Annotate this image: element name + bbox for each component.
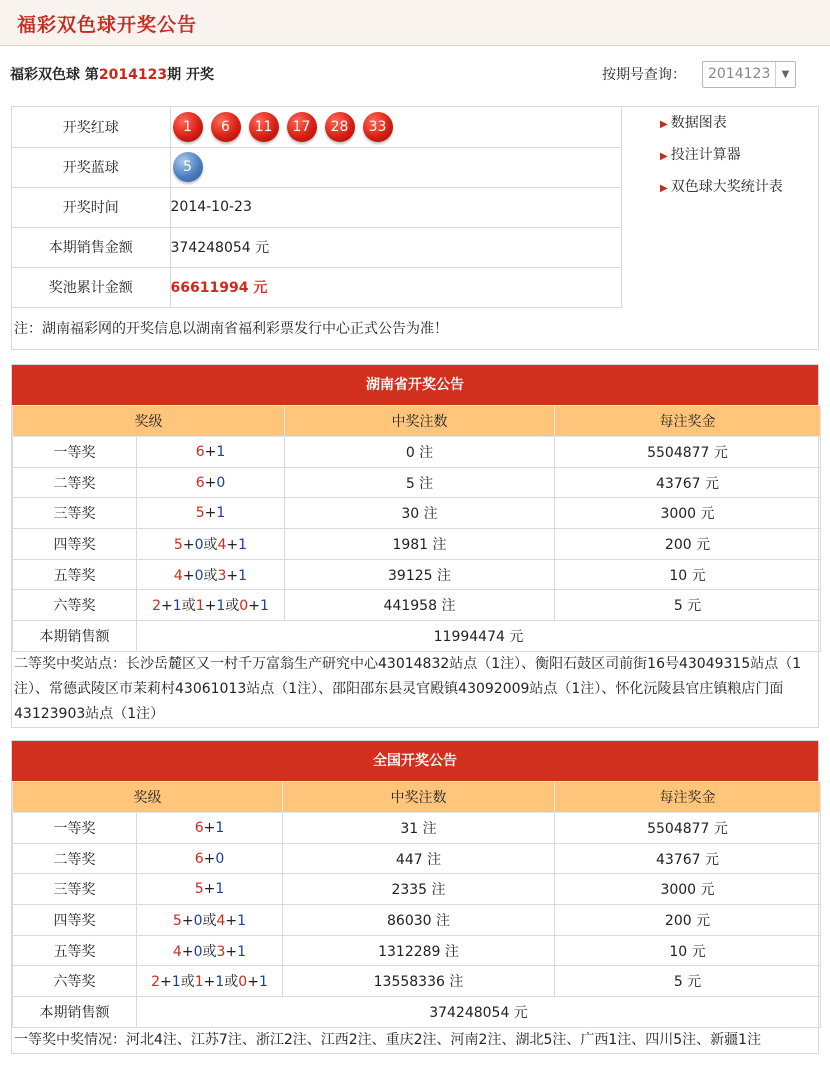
prize-row	[13, 813, 821, 844]
combo-part: 或	[202, 912, 217, 929]
winner-count: 13558336 注	[283, 966, 555, 997]
link-jackpot-stats[interactable]: ▶ 双色球大奖统计表	[660, 179, 783, 195]
col-header-prize: 每注奖金	[555, 406, 821, 437]
pool-label: 奖池累计金额	[12, 267, 170, 307]
prize-amount: 43767 元	[555, 843, 821, 874]
hunan-prize-table	[12, 405, 821, 652]
red-ball-label: 开奖红球	[12, 107, 170, 147]
period-sales-label: 本期销售额	[13, 621, 137, 652]
hunan-second-prize-stations: 二等奖中奖站点：长沙岳麓区又一村千万富翁生产研究中心43014832站点（1注）、衡阳石鼓区司前街16号43049315站点（1注）、常德武陵区市茉莉村43061013站点（1注）、邵阳邵东县灵官殿镇43092009站点（1注）、怀化沅陵县官庄镇粮店门面43123903站点（1注）	[14, 655, 802, 722]
combo-part: 0	[194, 536, 204, 553]
prize-row	[13, 935, 821, 966]
link-data-chart[interactable]: ▶ 数据图表	[660, 115, 727, 131]
sales-row	[13, 621, 821, 652]
combo-part: 6	[195, 443, 205, 460]
winner-count: 86030 注	[283, 905, 555, 936]
prize-row	[13, 559, 821, 590]
prize-level: 四等奖	[13, 905, 137, 936]
combo-part: 5	[173, 536, 183, 553]
prize-row	[13, 905, 821, 936]
red-ball: 17	[287, 112, 317, 142]
combo-part: 1	[215, 974, 225, 991]
combo-part: 或	[203, 567, 218, 584]
chevron-down-icon[interactable]: ▼	[775, 62, 795, 87]
winner-count: 1981 注	[285, 529, 555, 560]
combo-part: 1	[238, 536, 248, 553]
prize-combo	[137, 498, 285, 529]
combo-part: 2	[152, 598, 162, 615]
winner-count: 447 注	[283, 843, 555, 874]
combo-part: 0	[216, 474, 226, 491]
combo-part: +	[204, 474, 217, 491]
winner-count: 30 注	[285, 498, 555, 529]
issue-select-value: 2014123	[708, 66, 771, 82]
prize-amount: 10 元	[555, 935, 821, 966]
prize-amount: 5 元	[555, 590, 821, 621]
combo-part: 6	[194, 819, 204, 836]
prize-amount: 3000 元	[555, 874, 821, 905]
national-section	[11, 740, 819, 1054]
combo-part: 0	[194, 567, 204, 584]
prize-combo	[137, 559, 285, 590]
period-sales-label: 本期销售额	[13, 997, 137, 1028]
draw-summary	[11, 106, 819, 350]
combo-part: +	[225, 943, 238, 960]
combo-part: 6	[195, 474, 205, 491]
prize-amount: 43767 元	[555, 467, 821, 498]
combo-part: 0	[193, 912, 203, 929]
prize-level: 一等奖	[13, 437, 137, 468]
red-ball: 28	[325, 112, 355, 142]
issue-prefix: 福彩双色球 第	[10, 67, 99, 83]
period-sales-value: 11994474 元	[137, 621, 821, 652]
prize-level: 四等奖	[13, 529, 137, 560]
combo-part: 5	[195, 505, 205, 522]
combo-part: +	[203, 881, 216, 898]
combo-part: +	[181, 912, 194, 929]
prize-amount: 10 元	[555, 559, 821, 590]
combo-part: +	[247, 974, 259, 991]
sales-row	[13, 997, 821, 1028]
combo-part: +	[204, 598, 217, 615]
prize-level: 三等奖	[13, 498, 137, 529]
national-prize-table	[12, 781, 821, 1028]
winner-count: 5 注	[285, 467, 555, 498]
issue-select[interactable]	[702, 61, 796, 88]
combo-part: 1	[258, 974, 268, 991]
issue-line	[10, 64, 214, 84]
query-label: 按期号查询：	[602, 67, 686, 83]
blue-ball-label: 开奖蓝球	[12, 147, 170, 187]
combo-part: +	[226, 536, 239, 553]
winner-count: 39125 注	[285, 559, 555, 590]
combo-part: 1	[171, 974, 181, 991]
col-header-count: 中奖注数	[283, 782, 555, 813]
combo-part: +	[161, 598, 173, 615]
triangle-right-icon: ▶	[660, 151, 668, 162]
red-ball: 11	[249, 112, 279, 142]
combo-part: 1	[216, 505, 226, 522]
combo-part: 1	[172, 598, 182, 615]
prize-combo	[137, 813, 283, 844]
prize-row	[13, 874, 821, 905]
winner-count: 0 注	[285, 437, 555, 468]
prize-amount: 200 元	[555, 905, 821, 936]
red-ball: 6	[211, 112, 241, 142]
combo-part: 或	[181, 598, 196, 615]
prize-amount: 200 元	[555, 529, 821, 560]
prize-amount: 5504877 元	[555, 813, 821, 844]
page-title: 福彩双色球开奖公告	[17, 14, 198, 36]
combo-part: 0	[215, 850, 225, 867]
prize-level: 六等奖	[13, 590, 137, 621]
notice-text: 注：湖南福彩网的开奖信息以湖南省福利彩票发行中心正式公告为准！	[14, 321, 448, 337]
blue-ball: 5	[173, 152, 203, 182]
period-sales-value: 374248054 元	[137, 997, 821, 1028]
combo-part: +	[203, 850, 216, 867]
combo-part: +	[226, 567, 239, 584]
combo-part: +	[181, 943, 194, 960]
prize-row	[13, 966, 821, 997]
prize-row	[13, 590, 821, 621]
col-header-level: 奖级	[13, 782, 283, 813]
col-header-count: 中奖注数	[285, 406, 555, 437]
col-header-prize: 每注奖金	[555, 782, 821, 813]
prize-combo	[137, 966, 283, 997]
combo-part: 4	[173, 567, 183, 584]
summary-table	[12, 107, 622, 308]
combo-part: +	[182, 536, 195, 553]
combo-part: 1	[237, 943, 247, 960]
prize-level: 二等奖	[13, 843, 137, 874]
prize-combo	[137, 437, 285, 468]
prize-combo	[137, 843, 283, 874]
winner-count: 31 注	[283, 813, 555, 844]
page-header	[0, 0, 830, 46]
prize-combo	[137, 467, 285, 498]
prize-amount: 3000 元	[555, 498, 821, 529]
combo-part: 或	[202, 943, 217, 960]
combo-part: 4	[216, 912, 226, 929]
prize-row	[13, 437, 821, 468]
combo-part: +	[182, 567, 195, 584]
combo-part: 1	[216, 598, 226, 615]
combo-part: 1	[259, 598, 269, 615]
prize-level: 一等奖	[13, 813, 137, 844]
national-section-title: 全国开奖公告	[12, 741, 818, 781]
combo-part: 或	[180, 974, 195, 991]
combo-part: +	[203, 819, 216, 836]
combo-part: 或	[225, 598, 240, 615]
sales-value: 374248054 元	[170, 227, 622, 267]
combo-part: 0	[239, 598, 249, 615]
link-bet-calculator[interactable]: ▶ 投注计算器	[660, 147, 741, 163]
combo-part: 0	[238, 974, 248, 991]
combo-part: 4	[172, 943, 182, 960]
sales-label: 本期销售金额	[12, 227, 170, 267]
combo-part: 或	[203, 536, 218, 553]
national-first-prize-distribution: 一等奖中奖情况：河北4注、江苏7注、浙江2注、江西2注、重庆2注、河南2注、湖北5注、广西1注、四川5注、新疆1注	[14, 1031, 762, 1048]
combo-part: 1	[195, 598, 205, 615]
prize-amount: 5 元	[555, 966, 821, 997]
prize-level: 五等奖	[13, 935, 137, 966]
prize-combo	[137, 905, 283, 936]
combo-part: 或	[224, 974, 239, 991]
combo-part: 1	[194, 974, 204, 991]
combo-part: 2	[151, 974, 161, 991]
combo-part: +	[225, 912, 238, 929]
prize-level: 五等奖	[13, 559, 137, 590]
combo-part: 1	[215, 881, 225, 898]
prize-combo	[137, 529, 285, 560]
prize-level: 二等奖	[13, 467, 137, 498]
prize-amount: 5504877 元	[555, 437, 821, 468]
draw-time-value: 2014-10-23	[170, 187, 622, 227]
combo-part: +	[204, 443, 217, 460]
combo-part: +	[160, 974, 172, 991]
prize-row	[13, 498, 821, 529]
combo-part: 1	[238, 567, 248, 584]
combo-part: 1	[215, 819, 225, 836]
prize-level: 六等奖	[13, 966, 137, 997]
combo-part: +	[204, 505, 217, 522]
red-ball: 33	[363, 112, 393, 142]
triangle-right-icon: ▶	[660, 119, 668, 130]
pool-value: 66611994 元	[170, 267, 622, 307]
combo-part: 1	[216, 443, 226, 460]
issue-suffix: 期 开奖	[167, 67, 214, 83]
combo-part: 3	[216, 943, 226, 960]
prize-level: 三等奖	[13, 874, 137, 905]
triangle-right-icon: ▶	[660, 183, 668, 194]
combo-part: 3	[217, 567, 227, 584]
combo-part: 1	[237, 912, 247, 929]
combo-part: 0	[193, 943, 203, 960]
winner-count: 441958 注	[285, 590, 555, 621]
draw-time-label: 开奖时间	[12, 187, 170, 227]
prize-row	[13, 467, 821, 498]
winner-count: 1312289 注	[283, 935, 555, 966]
prize-row	[13, 529, 821, 560]
hunan-section-title: 湖南省开奖公告	[12, 365, 818, 405]
combo-part: +	[248, 598, 260, 615]
combo-part: 6	[194, 850, 204, 867]
prize-combo	[137, 874, 283, 905]
combo-part: 5	[172, 912, 182, 929]
col-header-level: 奖级	[13, 406, 285, 437]
hunan-section	[11, 364, 819, 728]
red-balls	[171, 112, 622, 142]
prize-combo	[137, 590, 285, 621]
red-ball: 1	[173, 112, 203, 142]
combo-part: 5	[194, 881, 204, 898]
prize-row	[13, 843, 821, 874]
combo-part: +	[203, 974, 216, 991]
prize-combo	[137, 935, 283, 966]
issue-number: 2014123	[98, 67, 168, 83]
combo-part: 4	[217, 536, 227, 553]
winner-count: 2335 注	[283, 874, 555, 905]
